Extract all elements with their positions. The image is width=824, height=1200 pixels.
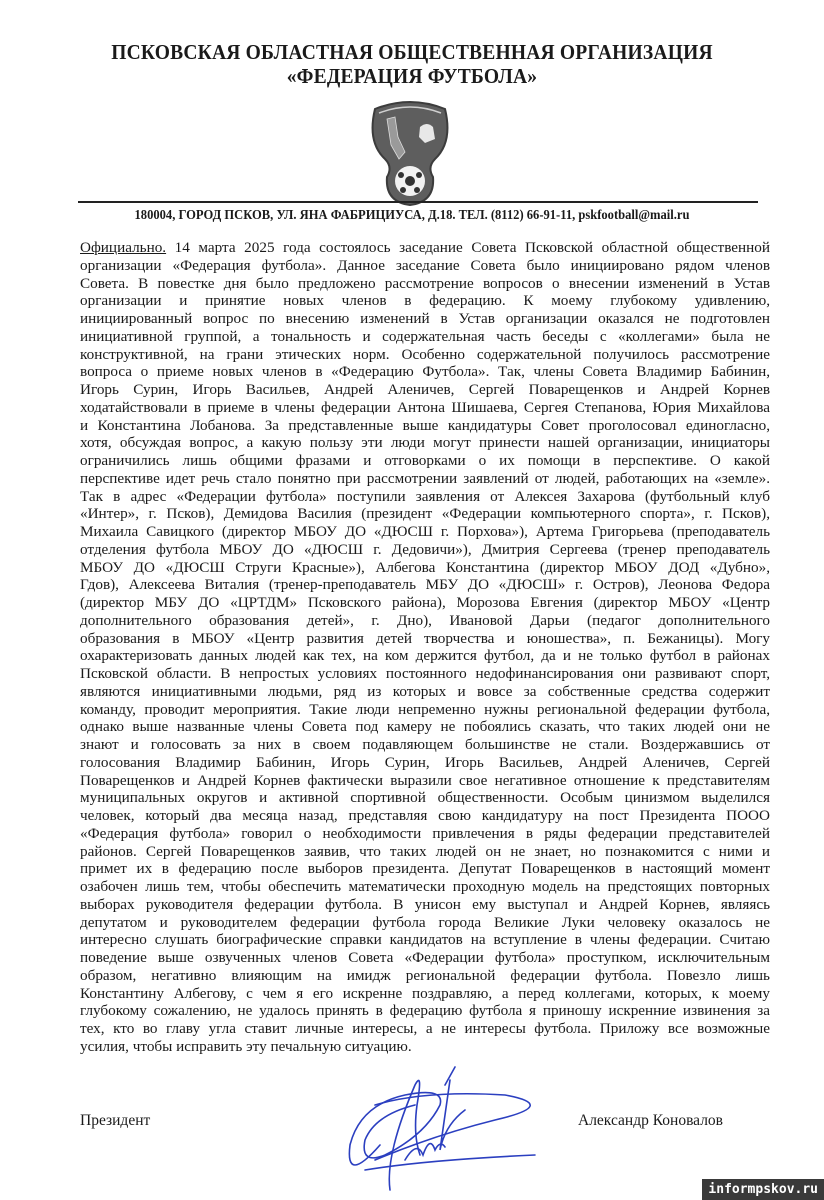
body-line: усилия, чтобы исправить эту печальную ситуацию.: [80, 1037, 412, 1055]
body-line: глубокому сожалению, не удалось принять в федерацию футбола я приношу искренние извинения за: [80, 1002, 770, 1020]
body-line: (директор МБУ ДО «ЦРТДМ» Псковского района), Морозова Евгения (директор МБОУ «Центр: [80, 594, 770, 611]
body-line: поведение выше озвученных членов Совета «Федерации футбола» проступком, исключительным: [80, 949, 770, 966]
body-line: отделения футбола МБОУ ДО «ДЮСШ г. Дедовичи»), Дмитрия Сергеева (тренер преподаватель: [80, 540, 770, 558]
body-line: интересно слушать биографические справки кандидатов на вступление в члены федерации. Считаю: [80, 931, 770, 949]
body-line: озабочен лишь тем, чтобы обеспечить математически проходную модель на предстоящих повторных: [80, 878, 770, 895]
body-line: Поварещенков и Андрей Корнев фактически выразили свое негативное отношение к представителям: [80, 771, 770, 789]
body-line: [80, 239, 770, 257]
body-line: ходатайствовали в приеме в члены федерации Антона Шишаева, Сергея Степанова, Юрия Михайлова: [80, 398, 770, 416]
body-line: Совета. В повестке дня было предложено рассмотрение вопросов о внесении изменений в Устав: [80, 274, 770, 292]
body-line: однако выше названные члены Совета под камеру не побоялись сказать, что таких людей они не: [80, 718, 770, 736]
first-line-text: 14 марта 2025 года состоялось заседание Совета Псковской областной общественной: [166, 239, 770, 256]
body-line: охарактеризовать данных людей как тех, на ком держится футбол, да и не только футбол в районах: [80, 647, 770, 665]
body-line: «Федерация футбола» говорил о необходимости привлечения в ряды федерации представителей: [80, 824, 770, 842]
body-line: знают и голосовать за них в своем подавляющем большинстве не стали. Воздержавшись от: [80, 736, 770, 753]
body-line: образования в МБОУ «Центр развития детей творчества и юношества», п. Бежаницы). Могу: [80, 629, 770, 647]
body-line: организации «Федерация футбола». Данное заседание Совета было инициировано рядом членов: [80, 256, 770, 274]
body-line: человек, который два месяца назад, представляя свою кандидатуру на пост Президента ПООО: [80, 807, 770, 824]
body-line: Псковской области. В непростых условиях постоянного недофинансирования они развивают спорт,: [80, 665, 770, 682]
body-line: конструктивной, на грани этических норм. Особенно содержательной получилось рассмотрение: [80, 345, 770, 363]
body-line: выборах руководителя федерации футбола. В унисон ему выступал и Андрей Корнев, являясь: [80, 895, 770, 913]
body-line: перспективе идет речь стало понятно при рассмотрении заявлений от людей, работающих на «земле».: [80, 469, 770, 487]
body-line: голосования Владимир Бабинин, Игорь Сурин, Игорь Васильев, Андрей Аленичев, Сергей: [80, 753, 770, 771]
org-title-line2: «ФЕДЕРАЦИЯ ФУТБОЛА»: [286, 64, 538, 88]
body-line: депутатом и руководителем федерации футбола города Великие Луки человеку оказалось не: [80, 913, 770, 931]
body-line: муниципальных округов и активной спортивной общественности. Особым цинизмом выделился: [80, 789, 770, 807]
signatory-name: Александр Коновалов: [578, 1112, 724, 1129]
body-line: Так в адрес «Федерации футбола» поступили заявления от Алексея Захарова (футбольный клуб: [80, 487, 770, 505]
body-line: Константину Албегову, с чем я его искренне поздравляю, а перед коллегами, которых, к моему: [80, 984, 770, 1002]
org-title-line1: ПСКОВСКАЯ ОБЛАСТНАЯ ОБЩЕСТВЕННАЯ ОРГАНИЗАЦИЯ: [111, 40, 713, 64]
body-line: и Константина Лобанова. За представленные выше кандидатуры Совет проголосовал единогласно,: [80, 416, 770, 434]
body-line: дополнительного образования детей», г. Дно), Ивановой Дарьи (педагог дополнительного: [80, 611, 770, 629]
body-line: Игорь Сурин, Игорь Васильев, Андрей Аленичев, Сергей Поварещенков и Андрей Корнев: [80, 381, 770, 398]
signature-icon: [305, 1065, 545, 1195]
body-line: примет их в федерацию после выборов президента. Депутат Поварещенков в настоящий момент: [80, 860, 770, 878]
body-line: организации и принятие новых членов в федерацию. К моему глубокому удивлению,: [80, 292, 770, 310]
body-line: «Интер», г. Псков), Демидова Василия (президент «Федерации компьютерного спорта», г. Псков),: [80, 505, 770, 523]
header-divider: [78, 201, 758, 203]
signatory-role: Президент: [80, 1112, 151, 1129]
body-line: тех, кто во главу угла ставит личные интересы, а не интересы футбола. Приложу все возможные: [80, 1020, 770, 1037]
body-line: команду, проводит мероприятия. Такие люди непременно нужны региональной федерации футбола,: [80, 700, 770, 718]
lead-word: Официально.: [80, 239, 167, 256]
letter-body: [80, 239, 770, 1056]
body-line: инициативной группой, а тональность и содержательная часть беседы с «коллегами» была не: [80, 327, 770, 345]
body-line: районов. Сергей Поварещенков заявив, что таких людей он не знает, но познакомится с ними и: [80, 842, 770, 860]
body-line: являются инициативными людьми, ряд из которых и вовсе за собственные средства содержит: [80, 682, 770, 700]
federation-logo-icon: [365, 97, 455, 207]
body-line: хотя, обсуждая вопрос, а какую пользу эти люди могут принести нашей организации, инициаторы: [80, 434, 770, 452]
body-line: вопроса о приеме новых членов в «Федерацию Футбола». Так, члены Совета Владимир Бабинин,: [80, 363, 770, 381]
body-line: МБОУ ДО «ДЮСШ Струги Красные»), Албегова Константина (директор МБОУ ДОД «Дубно»,: [80, 558, 770, 576]
body-line: ограничились лишь общими фразами и отговорками о их помощи в перспективе. О какой: [80, 452, 770, 469]
contact-address: 180004, ГОРОД ПСКОВ, УЛ. ЯНА ФАБРИЦИУСА, Д.18. ТЕЛ. (8112) 66-91-11, pskfootball@mail.ru: [134, 207, 690, 222]
body-line: образом, негативно влияющим на имидж региональной федерации футбола. Повезло лишь: [80, 966, 770, 984]
body-line: инициированный вопрос по внесению изменений в Устав организации оказался не подготовлен: [80, 310, 770, 327]
body-line: Гдов), Алексеева Виталия (тренер-преподаватель МБУ ДО «ДЮСШ» г. Остров), Леонова Федора: [80, 576, 770, 594]
watermark: informpskov.ru: [702, 1179, 824, 1200]
body-line: Михаила Савицкого (директор МБОУ ДО «ДЮСШ г. Порхова»), Артема Григорьева (преподаватель: [80, 523, 770, 540]
